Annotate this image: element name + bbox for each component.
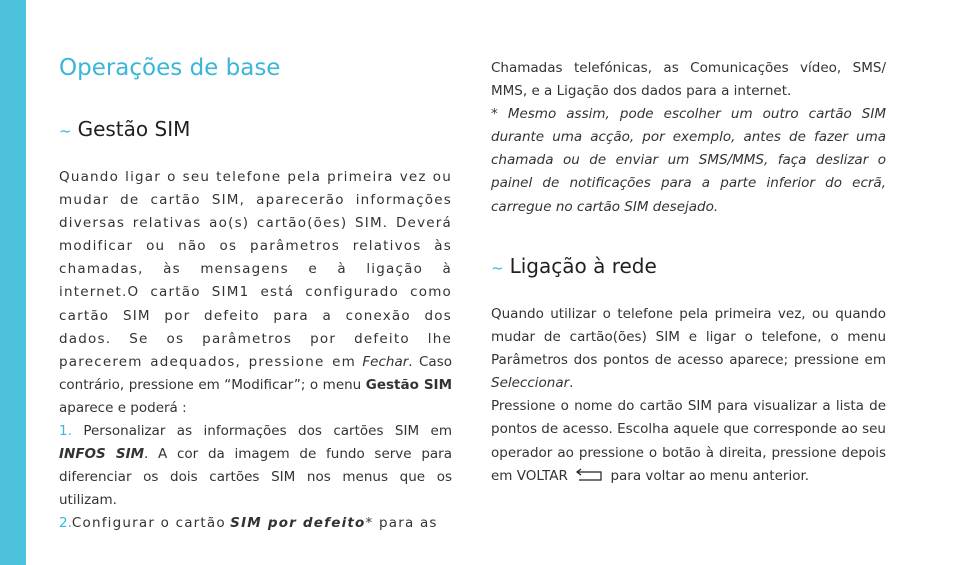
- ligacao-rede-paragraph: [491, 303, 886, 490]
- list-item-text: Personalizar as informações dos cartões SIM em: [83, 423, 452, 440]
- list-item-text: * para as: [365, 515, 438, 532]
- paragraph-text: Quando utilizar o telefone pela primeira vez, ou quando mudar de cartão(ões) SIM e ligar o telefone, o menu Parâmetros dos pontos de acesso aparece; pressione em: [491, 306, 886, 369]
- page-title: Operações de base: [59, 55, 281, 81]
- list-number: 2.: [59, 515, 72, 532]
- paragraph-text: para voltar ao menu anterior.: [610, 467, 810, 484]
- paragraph-text: . Caso contrário, pressione em “Modificar”; o menu: [59, 353, 452, 393]
- paragraph-text: Quando ligar o seu telefone pela primeira vez ou mudar de cartão SIM, aparecerão informações diversas relativas ao(s) cartão(ões) SIM. Deverá modificar ou não os parâmetros relativos às chamadas, às mensagens e à ligação à internet.O cartão SIM1 está configurado como cartão SIM por defeito para a conexão dos dados. Se os parâmetros por defeito lhe parecerem adequados, pressione em: [59, 169, 452, 370]
- side-color-bar: [0, 0, 26, 565]
- paragraph-text: .: [569, 375, 574, 392]
- section-heading-gestao-sim: [59, 117, 190, 141]
- list-item-text: . A cor da imagem de fundo serve para diferenciar os dois cartões SIM nos menus que os utilizam.: [59, 446, 452, 509]
- tilde-bullet: ~: [491, 259, 504, 277]
- paragraph-text: Pressione o nome do cartão SIM para visualizar a lista de pontos de acesso. Escolha aquele que corresponde ao seu operador ao pressione o botão à direita, pressione depois em VOLTAR: [491, 398, 886, 484]
- gestao-sim-paragraph: [59, 166, 452, 536]
- tilde-bullet: ~: [59, 122, 72, 140]
- paragraph-text: aparece e poderá :: [59, 399, 187, 416]
- list-item-text: Configurar o cartão: [71, 515, 226, 532]
- gestao-sim-menu-term: Gestão SIM: [365, 376, 453, 393]
- continuation-paragraph: [491, 57, 886, 219]
- footnote-text: * Mesmo assim, pode escolher um outro cartão SIM durante uma acção, por exemplo, antes de fazer uma chamada ou de enviar um SMS/MMS, faça deslizar o painel de notificações para a parte inferior do ecrã, carregue no cartão SIM desejado.: [491, 106, 886, 215]
- section-heading-text: Gestão SIM: [77, 117, 191, 141]
- seleccionar-term: Seleccionar: [491, 375, 570, 392]
- list-number: 1.: [59, 423, 72, 440]
- section-heading-text: Ligação à rede: [509, 254, 657, 278]
- section-heading-ligacao-rede: [491, 254, 657, 278]
- infos-sim-term: INFOS SIM: [59, 446, 145, 463]
- back-arrow-icon: [574, 467, 604, 490]
- fechar-term: Fechar: [362, 353, 409, 370]
- sim-por-defeito-term: SIM por defeito: [230, 515, 366, 532]
- paragraph-text: Chamadas telefónicas, as Comunicações vídeo, SMS/ MMS, e a Ligação dos dados para a internet.: [491, 60, 886, 100]
